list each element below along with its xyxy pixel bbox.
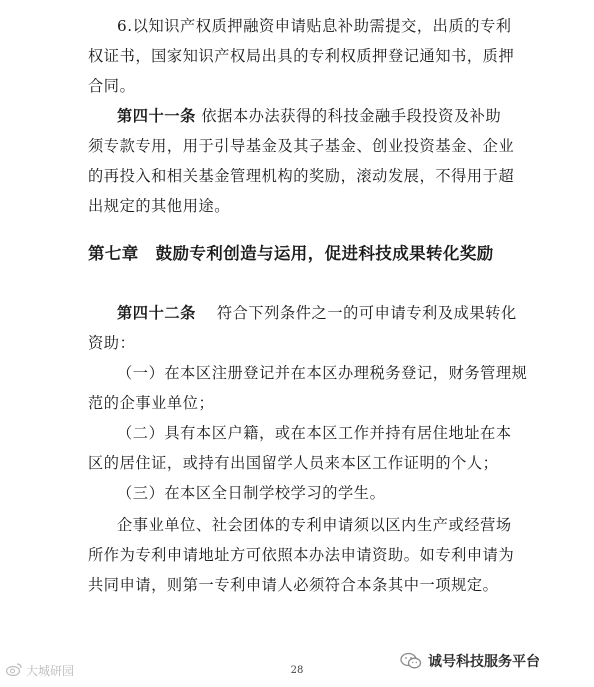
condition-2-line-1: （二）具有本区户籍，或在本区工作并持有居住地址在本 [117,424,512,442]
watermark-right [400,651,540,671]
condition-2-line-2: 区的居住证，或持有出国留学人员来本区工作证明的个人； [88,454,499,472]
chapter-heading: 第七章 鼓励专利创造与运用，促进科技成果转化奖励 [88,244,494,263]
condition-1-line-1: （一）在本区注册登记并在本区办理税务登记，财务管理规 [117,364,528,382]
wechat-icon [400,652,422,670]
weibo-icon [6,663,22,679]
article-42-label: 第四十二条 [117,304,196,322]
condition-3-line: （三）在本区全日制学校学习的学生。 [117,484,386,502]
text-line-5: 须专款专用，用于引导基金及其子基金、创业投资基金、企业 [88,137,515,155]
article-42-line [117,303,529,323]
article-41-line [117,106,529,126]
text-line-16: 所作为专利申请地址方可依照本办法申请资助。如专利申请为 [88,546,515,564]
watermark-right-text: 诚号科技服务平台 [428,654,540,670]
article-41-label: 第四十一条 [117,107,196,125]
text-line-17: 共同申请，则第一专利申请人必须符合本条其中一项规定。 [88,576,499,594]
text-line-6: 的再投入和相关基金管理机构的奖励，滚动发展，不得用于超 [88,167,515,185]
article-42-text: 符合下列条件之一的可申请专利及成果转化 [216,304,517,322]
text-line-1: 6.以知识产权质押融资申请贴息补助需提交，出质的专利 [117,17,512,35]
text-line-9: 资助： [88,334,136,352]
text-line-15: 企事业单位、社会团体的专利申请须以区内生产或经营场 [117,516,512,534]
text-line-3: 合同。 [88,77,136,95]
article-41-text: 依据本办法获得的科技金融手段投资及补助 [201,107,502,125]
condition-1-line-2: 范的企事业单位； [88,394,215,412]
watermark-left [6,662,74,679]
page-number: 28 [290,665,304,676]
watermark-left-text: 大城研园 [26,664,75,678]
text-line-2: 权证书，国家知识产权局出具的专利权质押登记通知书，质押 [88,47,515,65]
text-line-7: 出规定的其他用途。 [88,197,231,215]
